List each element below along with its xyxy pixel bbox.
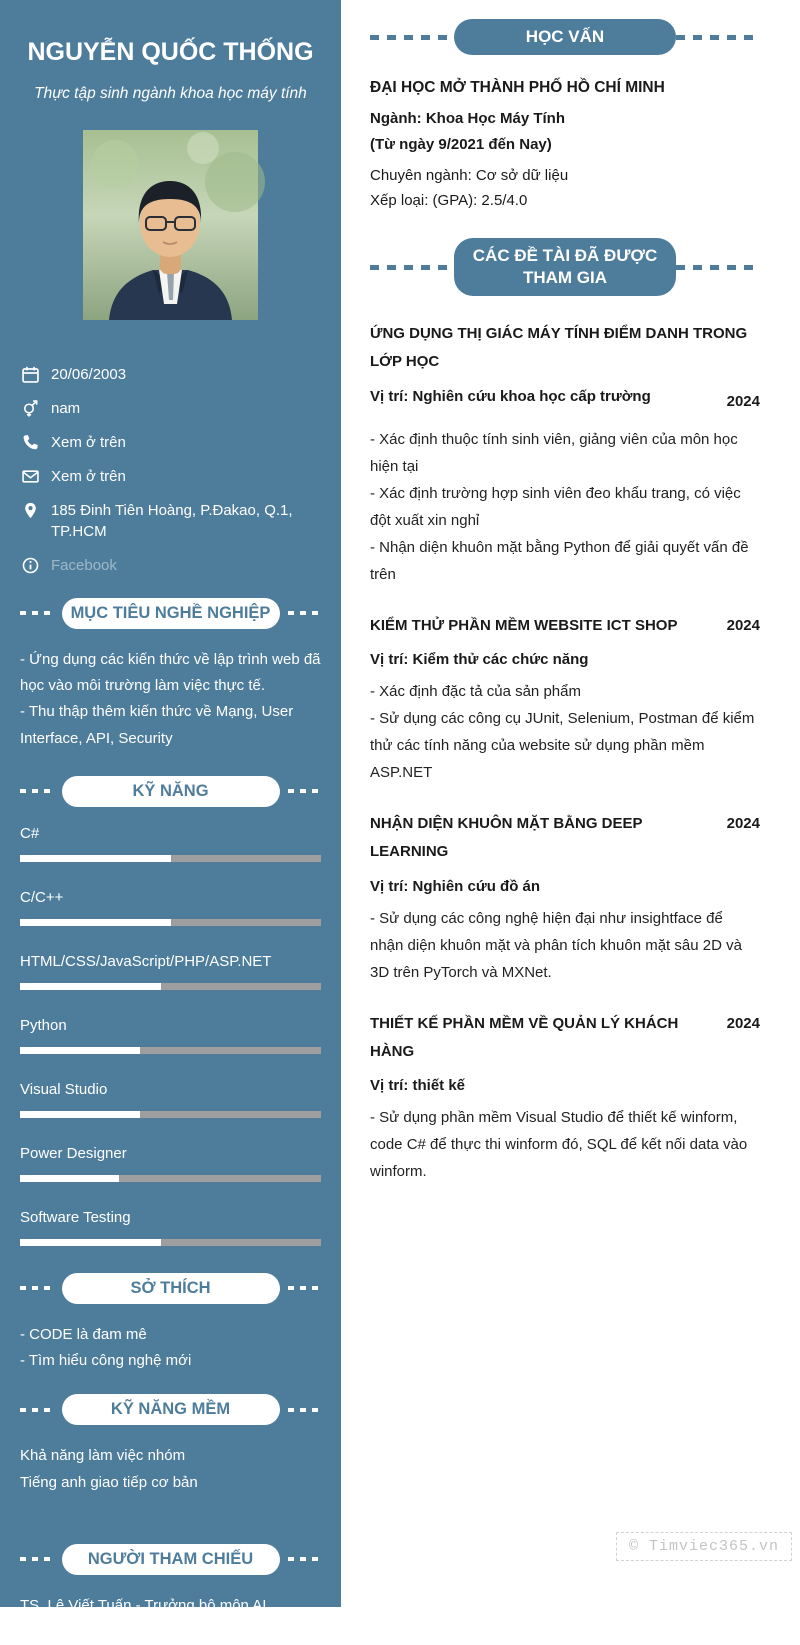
dash-divider	[20, 789, 54, 793]
skill-progress-bar	[20, 983, 321, 990]
site-watermark: © Timviec365.vn	[616, 1532, 792, 1561]
candidate-job-title: Thực tập sinh ngành khoa học máy tính	[34, 84, 307, 102]
skill-item	[20, 1017, 321, 1054]
dash-divider	[288, 1286, 322, 1290]
projects-section-title: CÁC ĐỀ TÀI ĐÃ ĐƯỢC THAM GIA	[454, 238, 676, 296]
dash-divider	[288, 789, 322, 793]
dash-divider	[20, 1408, 54, 1412]
project-year: 2024	[726, 616, 760, 634]
project-detail-line: - Xác định đặc tả của sản phẩm	[370, 683, 581, 701]
skill-progress-bar	[20, 1047, 321, 1054]
main-content	[341, 0, 800, 1607]
reference-line: Trường Đại Học Mở Thành Phố Hồ Chí Minh	[20, 1623, 319, 1640]
project-item	[370, 320, 760, 587]
soft-skill-line: Khả năng làm việc nhóm	[20, 1447, 186, 1465]
objective-line: - Thu thập thêm kiến thức về Mạng, User Interface, API, Security	[20, 703, 294, 747]
phone-icon	[22, 434, 39, 451]
contact-item-address	[22, 500, 321, 542]
objective-text	[20, 647, 321, 752]
sidebar	[0, 0, 341, 1640]
projects-section-header	[370, 238, 760, 296]
gender-icon	[22, 400, 39, 417]
profile-photo-illustration	[83, 130, 258, 320]
skill-progress-bar	[20, 855, 321, 862]
project-role: Vị trí: Kiểm thử các chức năng	[370, 651, 589, 669]
project-detail-line: - Sử dụng các công cụ JUnit, Selenium, Postman để kiểm thử các tính năng của website sử dụng phần mềm ASP.NET	[370, 710, 755, 782]
education-gpa: Xếp loại: (GPA): 2.5/4.0	[370, 192, 528, 210]
skill-label: Visual Studio	[20, 1080, 108, 1098]
project-role-row	[370, 1077, 760, 1094]
hobby-line: - CODE là đam mê	[20, 1325, 147, 1343]
project-item	[370, 1010, 760, 1186]
project-heading-row	[370, 810, 760, 866]
project-role: Vị trí: Nghiên cứu đồ án	[370, 877, 541, 895]
dash-divider	[288, 611, 322, 615]
project-heading-row	[370, 320, 760, 376]
project-role-row	[370, 651, 760, 668]
skill-progress-fill	[20, 1239, 161, 1246]
project-title: NHẬN DIỆN KHUÔN MẶT BẰNG DEEP LEARNING	[370, 815, 643, 861]
contact-phone: Xem ở trên	[51, 433, 126, 451]
skill-item	[20, 1145, 321, 1182]
project-detail-line: - Sử dụng các công nghệ hiện đại như insightface để nhận diện khuôn mặt và phân tích khuôn mặt sâu 2D và 3D trên PyTorch và MXNet.	[370, 909, 742, 981]
objective-section-title: MỤC TIÊU NGHỀ NGHIỆP	[62, 598, 280, 629]
hobbies-text	[20, 1322, 321, 1375]
skill-item	[20, 1209, 321, 1246]
project-details	[370, 905, 760, 986]
facebook-link[interactable]: Facebook	[51, 556, 117, 574]
skills-section-header	[20, 776, 321, 807]
education-section-header	[370, 19, 760, 55]
skill-item	[20, 825, 321, 862]
references-text	[20, 1593, 321, 1645]
dash-divider	[370, 35, 454, 40]
dash-divider	[676, 265, 760, 270]
project-details	[370, 1104, 760, 1185]
objective-line: - Ứng dụng các kiến thức về lập trình web đã học vào môi trường làm việc thực tế.	[20, 650, 321, 694]
skill-progress-bar	[20, 1239, 321, 1246]
project-role-row	[370, 388, 760, 416]
skill-item	[20, 953, 321, 990]
project-role-row	[370, 878, 760, 895]
skill-label: C/C++	[20, 888, 64, 906]
project-item	[370, 810, 760, 986]
education-section-title: HỌC VẤN	[454, 19, 676, 55]
education-specialization: Chuyên ngành: Cơ sở dữ liệu	[370, 167, 569, 185]
project-details	[370, 678, 760, 786]
project-role: Vị trí: Nghiên cứu khoa học cấp trường	[370, 387, 651, 405]
project-title: KIỂM THỬ PHẦN MỀM WEBSITE ICT SHOP	[370, 616, 678, 634]
skill-progress-fill	[20, 855, 171, 862]
dash-divider	[20, 611, 54, 615]
project-details	[370, 426, 760, 588]
profile-photo	[83, 130, 258, 320]
project-detail-line: - Sử dụng phần mềm Visual Studio để thiết kế winform, code C# để thực thi winform đó, SQL để kết nối data vào winform.	[370, 1109, 748, 1181]
skill-label: Python	[20, 1016, 67, 1034]
contact-item-phone	[22, 432, 321, 453]
skill-progress-fill	[20, 1175, 119, 1182]
hobbies-section-header	[20, 1273, 321, 1304]
project-role: Vị trí: thiết kế	[370, 1077, 466, 1095]
project-year: 2024	[726, 1014, 760, 1032]
dash-divider	[370, 265, 454, 270]
calendar-icon	[22, 366, 39, 383]
skill-progress-fill	[20, 1047, 140, 1054]
skill-progress-bar	[20, 1175, 321, 1182]
email-icon	[22, 468, 39, 485]
dash-divider	[676, 35, 760, 40]
dash-divider	[288, 1557, 322, 1561]
reference-line: TS. Lê Viết Tuấn - Trưởng bộ môn AI	[20, 1596, 267, 1614]
skills-list	[20, 825, 321, 1246]
skill-item	[20, 889, 321, 926]
candidate-name: NGUYỄN QUỐC THỐNG	[27, 38, 314, 66]
dash-divider	[20, 1286, 54, 1290]
location-icon	[22, 502, 39, 519]
hobbies-section-title: SỞ THÍCH	[62, 1273, 280, 1304]
contact-item-gender	[22, 398, 321, 419]
soft-skills-section-title: KỸ NĂNG MỀM	[62, 1394, 280, 1425]
dash-divider	[288, 1408, 322, 1412]
skill-label: C#	[20, 824, 40, 842]
education-major: Ngành: Khoa Học Máy Tính	[370, 110, 565, 128]
project-item	[370, 612, 760, 787]
skill-progress-fill	[20, 1111, 140, 1118]
project-detail-line: - Xác định thuộc tính sinh viên, giảng viên của môn học hiện tại	[370, 430, 738, 475]
project-title: ỨNG DỤNG THỊ GIÁC MÁY TÍNH ĐIỂM DANH TRONG LỚP HỌC	[370, 325, 748, 371]
project-heading-row	[370, 1010, 760, 1066]
skill-progress-fill	[20, 919, 171, 926]
dash-divider	[20, 1557, 54, 1561]
project-year: 2024	[726, 392, 760, 410]
references-section-title: NGƯỜI THAM CHIẾU	[62, 1544, 280, 1575]
info-icon	[22, 557, 39, 574]
contact-birthdate: 20/06/2003	[51, 365, 127, 383]
contact-email: Xem ở trên	[51, 467, 126, 485]
project-title: THIẾT KẾ PHẦN MỀM VỀ QUẢN LÝ KHÁCH HÀNG	[370, 1014, 679, 1060]
contact-item-birthdate	[22, 364, 321, 385]
education-section	[370, 79, 760, 209]
skills-section-title: KỸ NĂNG	[62, 776, 280, 807]
skill-progress-bar	[20, 1111, 321, 1118]
hobby-line: - Tìm hiểu công nghệ mới	[20, 1352, 192, 1369]
education-period: (Từ ngày 9/2021 đến Nay)	[370, 136, 552, 154]
project-year: 2024	[726, 815, 760, 833]
contact-list	[20, 364, 321, 576]
contact-gender: nam	[51, 399, 81, 417]
skill-item	[20, 1081, 321, 1118]
soft-skills-section-header	[20, 1394, 321, 1425]
skill-label: HTML/CSS/JavaScript/PHP/ASP.NET	[20, 952, 272, 970]
soft-skills-text	[20, 1443, 321, 1496]
project-heading-row	[370, 612, 760, 640]
skill-label: Power Designer	[20, 1144, 127, 1162]
soft-skill-line: Tiếng anh giao tiếp cơ bản	[20, 1473, 198, 1491]
references-section-header	[20, 1544, 321, 1575]
contact-address: 185 Đinh Tiên Hoàng, P.Đakao, Q.1, TP.HCM	[51, 501, 293, 540]
school-name: ĐẠI HỌC MỞ THÀNH PHỐ HỒ CHÍ MINH	[370, 79, 665, 97]
project-detail-line: - Nhận diện khuôn mặt bằng Python để giải quyết vấn đề trên	[370, 538, 749, 583]
skill-label: Software Testing	[20, 1208, 131, 1226]
contact-item-email	[22, 466, 321, 487]
skill-progress-bar	[20, 919, 321, 926]
contact-item-facebook	[22, 555, 321, 576]
project-detail-line: - Xác định trường hợp sinh viên đeo khẩu trang, có việc đột xuất xin nghỉ	[370, 484, 741, 529]
objective-section-header	[20, 598, 321, 629]
skill-progress-fill	[20, 983, 161, 990]
